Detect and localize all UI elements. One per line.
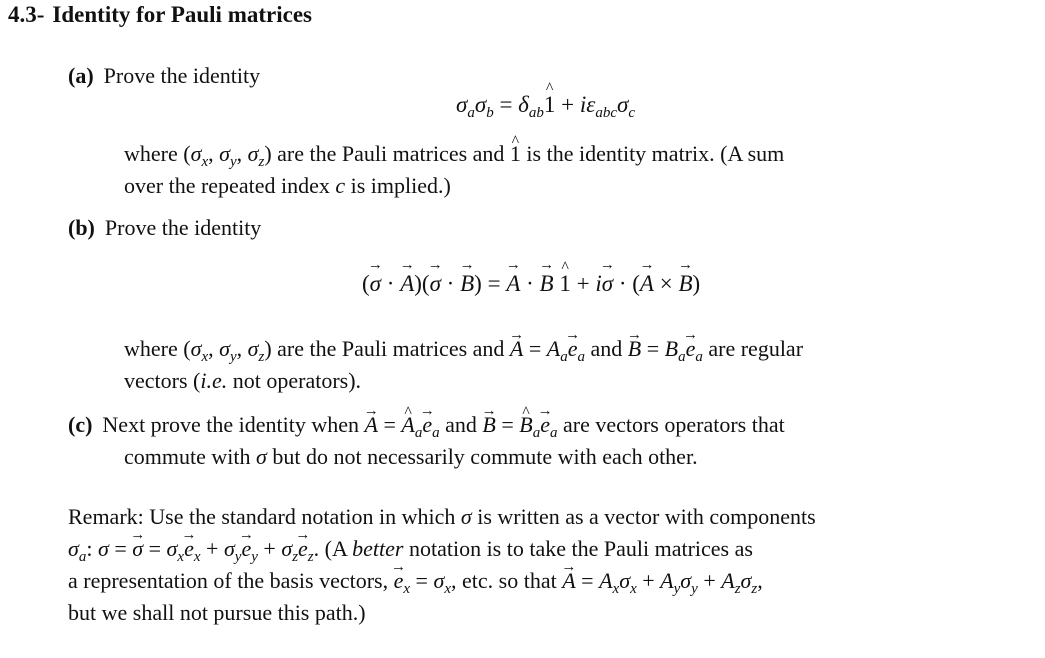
part-b-label: (b) bbox=[68, 215, 95, 240]
part-b-header bbox=[68, 212, 261, 244]
remark-line4: but we shall not pursue this path.) bbox=[68, 600, 366, 625]
part-a-text-line2: over the repeated index c is implied.) bbox=[124, 173, 451, 198]
part-a-text-line1: where ($\sigma_x$, $\sigma_y$, $\sigma_z$) are the Pauli matrices and ^ 1 is the identity matrix. (A sum bbox=[124, 138, 784, 170]
part-b-text-line1: where ($\sigma_x$, $\sigma_y$, $\sigma_z$) are the Pauli matrices and → $A = A_a\to e_a$ and → $B = B_a\to e_a$ are regular bbox=[124, 333, 803, 365]
part-c-text-line2: commute with σ but do not necessarily commute with each other. bbox=[124, 444, 698, 469]
part-a-header bbox=[68, 60, 260, 92]
remark-line1: Remark: Use the standard notation in which σ is written as a vector with components bbox=[68, 504, 816, 529]
part-c-label: (c) bbox=[68, 412, 93, 437]
problem-number: 4.3- bbox=[8, 2, 45, 27]
part-b-text-line2: vectors (i.e. not operators). bbox=[124, 368, 362, 393]
part-a-equation: $\sigma_a\sigma_b$ = $\delta_{ab}\^{}$ $1 + i\varepsilon_{abc}\sigma_c$ bbox=[456, 92, 635, 118]
part-b-prompt: Prove the identity bbox=[104, 215, 262, 240]
remark-line2: $\sigma_a$: σ = → $\sigma = \sigma_x\to e_x + \sigma_y\to e_y + \sigma_z\to e_z$. (A better notation is to take the Pauli matrices as bbox=[68, 533, 753, 565]
part-b-equation: (→ σ · → A)(→ σ · → B) = → A · → B ^ 1 + i→ σ · (→ A × → B) bbox=[362, 271, 700, 297]
problem-title bbox=[8, 2, 312, 28]
remark-line3: a representation of the basis vectors, → $e_x = \sigma_x$, etc. so that → $A = A_x\sigma_x + A_y\sigma_y + A_z\sigma_z$, bbox=[68, 565, 763, 597]
part-a-prompt: Prove the identity bbox=[103, 63, 261, 88]
part-a-label: (a) bbox=[68, 63, 94, 88]
part-c-text-line1: (c) Next prove the identity when → A = ^ $A_a\to e_a$ and → B = ^ $B_a\to e_a$ are vectors operators that bbox=[68, 409, 785, 441]
problem-title-text: Identity for Pauli matrices bbox=[52, 2, 312, 27]
